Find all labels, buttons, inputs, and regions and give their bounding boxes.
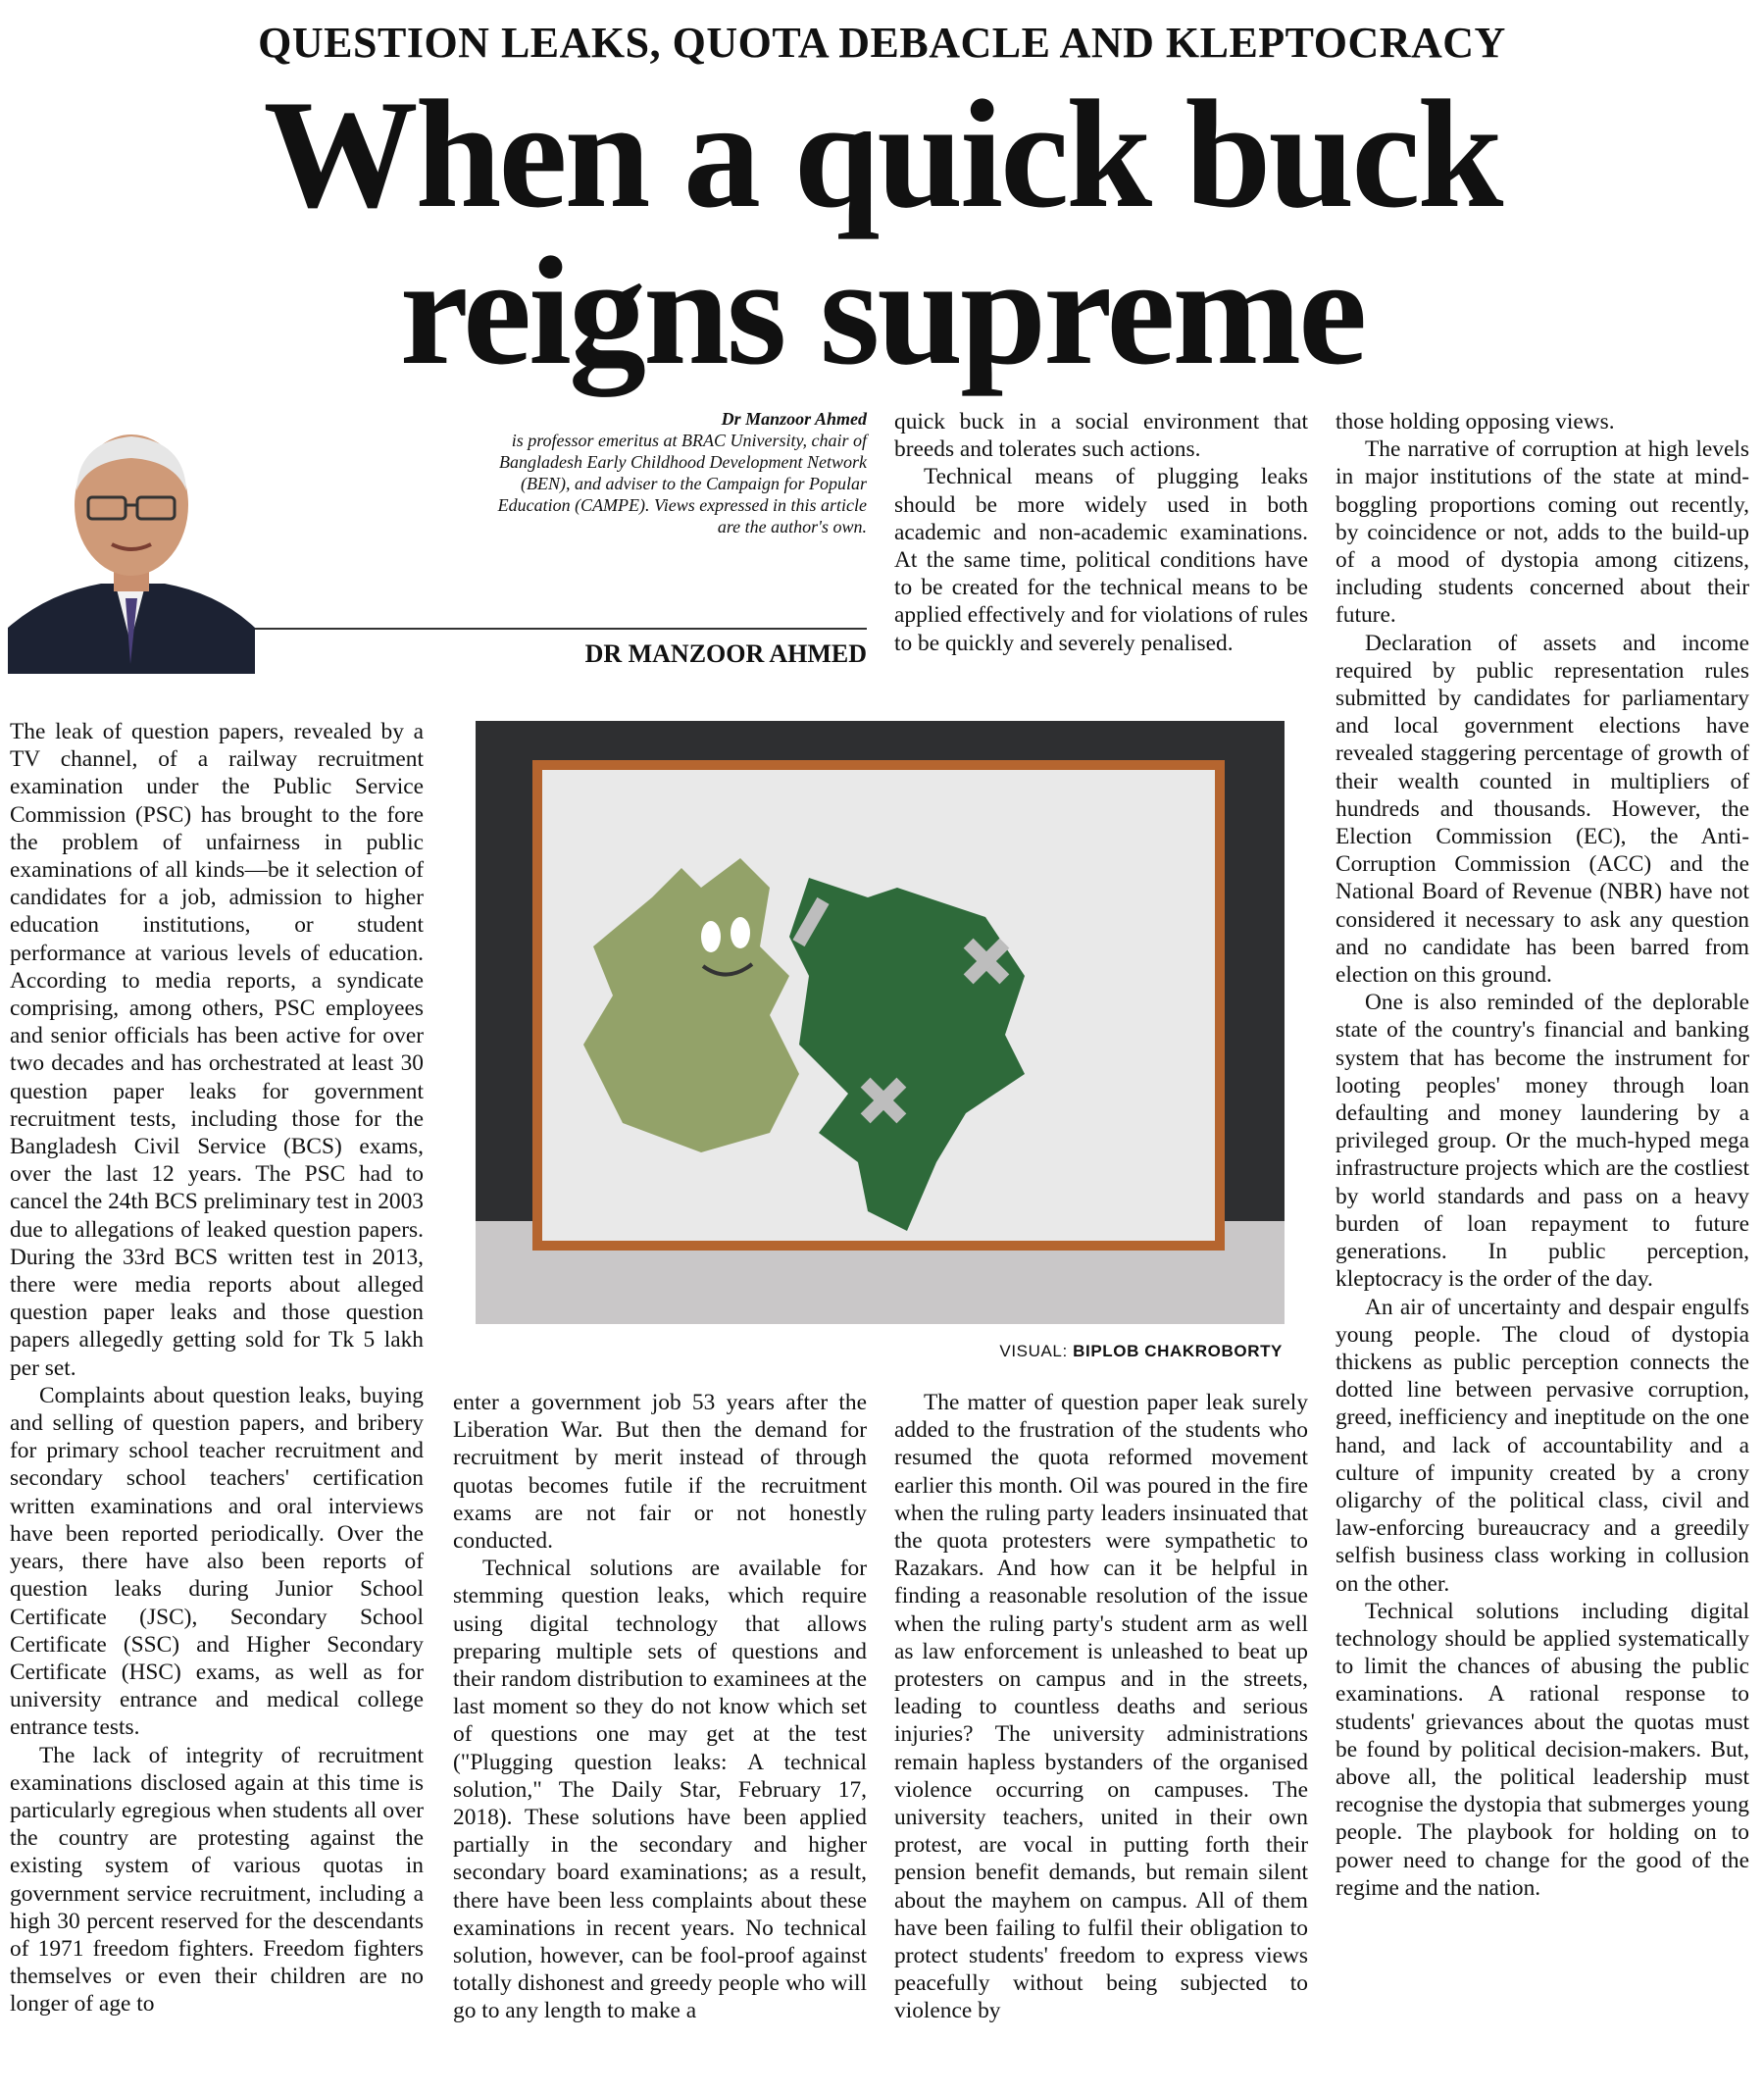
author-photo (8, 407, 255, 674)
illustration-credit (882, 1342, 1283, 1361)
paragraph: Technical solutions including digital technology should be applied systematically to limit the chances of abusing the public examinations. A rational response to students' grievances about the quotas must be found by political decision-makers. But, above all, the political leadership must recognise the dystopia that submerges young people. The playbook for holding on to power need to change for the good of the regime and the nation. (1336, 1598, 1749, 1901)
article-column-4 (1336, 408, 1749, 1902)
paragraph: Technical means of plugging leaks should be more widely used in both academic and non-academic examinations. At the same time, political conditions have to be created for the technical means to be applied effectively and for violations of rules to be quickly and severely penalised. (894, 464, 1308, 656)
article-column-1 (10, 718, 424, 2091)
editorial-illustration (476, 721, 1285, 1324)
author-bio-text: is professor emeritus at BRAC University, chair of Bangladesh Early Childhood Development Network (BEN), and adviser to the Campaign for Popular Education (CAMPE). Views expressed in this article are the author's own. (497, 431, 867, 536)
paragraph: The leak of question papers, revealed by a TV channel, of a railway recruitment examination under the Public Service Commission (PSC) has brought to the fore the problem of unfairness in public examinations of all kinds—be it selection of candidates for a job, admission to higher education institutions, or student performance at various levels of education. According to media reports, a syndicate comprising, among others, PSC employees and senior officials has been active for over two decades and has orchestrated at least 30 question paper leaks for government recruitment tests, including those for the Bangladesh Civil Service (BCS) exams, over the last 12 years. The PSC had to cancel the 24th BCS preliminary test in 2003 due to allegations of leaked question papers. During the 33rd BCS written test in 2013, there were media reports about alleged question paper leaks and those question papers allegedly getting sold for Tk 5 lakh per set. (10, 719, 424, 1381)
byline-rule (255, 628, 867, 630)
article-column-3-top (894, 408, 1308, 657)
paragraph: The lack of integrity of recruitment examinations disclosed again at this time is particularly egregious when students all over the country are protesting against the existing system of various quotas in government service recruitment, including a high 30 percent reserved for the descendants of 1971 freedom fighters. Freedom fighters themselves or even their children are no longer of age to (10, 1742, 424, 2017)
paragraph: Declaration of assets and income required by public representation rules submitted by candidates for parliamentary and local government elections have revealed staggering percentage of growth of their wealth counted in multipliers of hundreds and thousands. However, the Election Commission (EC), the Anti-Corruption Commission (ACC) and the National Board of Revenue (NBR) have not considered it necessary to ask any question and no candidate has been barred from election on this ground. (1336, 630, 1749, 989)
paragraph: An air of uncertainty and despair engulfs young people. The cloud of dystopia thickens as public perception connects the dotted line between pervasive corruption, greed, inefficiency and ineptitude on the one hand, and lack of accountability and a culture of impunity created by a crony oligarchy of the political class, civil and law-enforcing bureaucracy and a greedily selfish business class working in collusion on the other. (1336, 1294, 1749, 1597)
paragraph: quick buck in a social environment that breeds and tolerates such actions. (894, 409, 1308, 463)
paragraph: Complaints about question leaks, buying and selling of question papers, and bribery for primary school teacher recruitment and secondary school teachers' certification written examinations and oral interviews have been reported periodically. Over the years, there have also been reports of question leaks during Junior School Certificate (JSC), Secondary School Certificate (SSC) and Higher Secondary Certificate (HSC) exams, as well as for university entrance and medical college entrance tests. (10, 1382, 424, 1741)
headline-line-2: reigns supreme (399, 226, 1365, 397)
credit-label: VISUAL: (999, 1342, 1068, 1360)
author-bio (490, 408, 867, 537)
paragraph: One is also reminded of the deplorable state of the country's financial and banking system that has become the instrument for looting peoples' money through loan defaulting and money laundering by a privileged group. Or the much-hyped mega infrastructure projects which are the costliest by world standards and pass on a heavy burden of loan repayment to future generations. In public perception, kleptocracy is the order of the day. (1336, 990, 1749, 1293)
paragraph: enter a government job 53 years after the Liberation War. But then the demand for recruitment by merit instead of through quotas becomes futile if the recruitment exams are not fair or not honestly conducted. (453, 1390, 867, 1555)
article-column-3-bottom (894, 1389, 1308, 2025)
paragraph: The narrative of corruption at high levels in major institutions of the state at mind-boggling proportions coming out recently, by coincidence or not, adds to the build-up of a mood of dystopia among citizens, including students concerned about their future. (1336, 436, 1749, 629)
paragraph: The matter of question paper leak surely added to the frustration of the students who resumed the quota reformed movement earlier this month. Oil was poured in the fire when the ruling party leaders insinuated that the quota protesters were sympathetic to Razakars. And how can it be helpful in finding a reasonable resolution of the issue when the ruling party's student arm as well as law enforcement is unleashed to beat up protesters on campus and in the streets, leading to countless deaths and serious injuries? The university administrations remain hapless bystanders of the organised violence occurring on campuses. The university teachers, united in their own protest, are vocal in putting forth their pension benefit demands, but remain silent about the mayhem on campus. All of them have been failing to fulfil their obligation to protect students' freedom to express views peacefully without being subjected to violence by (894, 1390, 1308, 2024)
headline-line-1: When a quick buck (263, 69, 1501, 240)
author-bio-name: Dr Manzoor Ahmed (721, 409, 867, 429)
paragraph: Technical solutions are available for stemming question leaks, which require using digital technology that allows preparing multiple sets of questions and their random distribution to examinees at the last moment so they do not know which set of questions one may get at the test ("Plugging question leaks: A technical solution," The Daily Star, February 17, 2018). These solutions have been applied partially in the secondary and higher secondary board examinations; as a result, there have been less complaints about these examinations in recent years. No technical solution, however, can be fool-proof against totally dishonest and greedy people who will go to any length to make a (453, 1556, 867, 2024)
byline: DR MANZOOR AHMED (584, 639, 867, 668)
article-column-2 (453, 1389, 867, 2025)
kicker: QUESTION LEAKS, QUOTA DEBACLE AND KLEPTOCRACY (258, 19, 1506, 67)
credit-name: BIPLOB CHAKROBORTY (1073, 1342, 1283, 1360)
paragraph: those holding opposing views. (1336, 409, 1615, 434)
